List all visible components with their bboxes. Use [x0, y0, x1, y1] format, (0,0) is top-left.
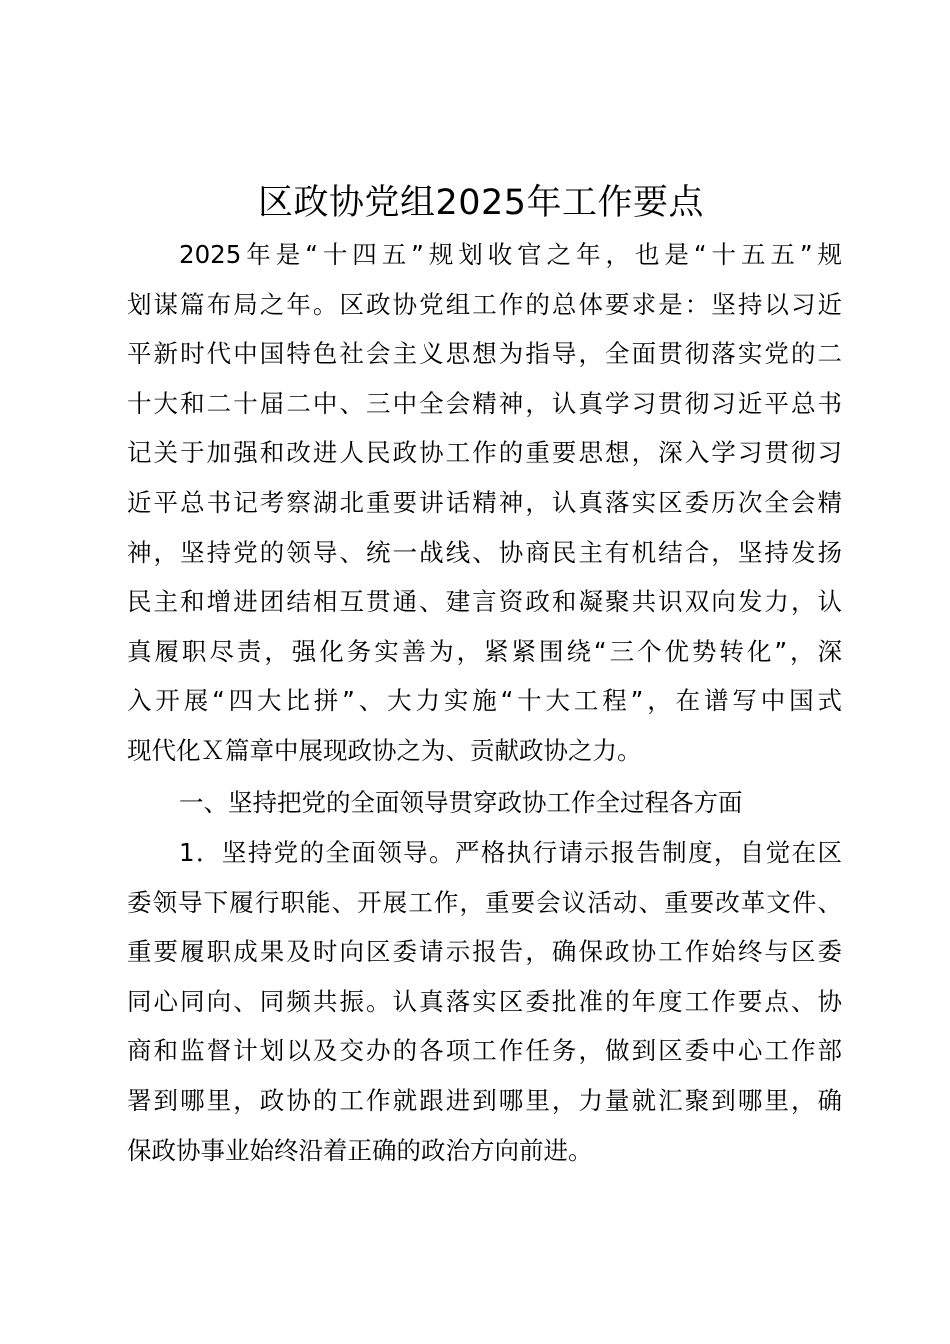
- paragraph-line: 近平总书记考察湖北重要讲话精神，认真落实区委历次全会精: [127, 487, 842, 517]
- document-title: 区政协党组2025年工作要点: [257, 183, 705, 223]
- paragraph-line: 1．坚持党的全面领导。严格执行请示报告制度，自觉在区: [179, 838, 842, 867]
- paragraph-line: 现代化Ｘ篇章中展现政协之为、贡献政协之力。: [127, 735, 642, 765]
- paragraph-line: 真履职尽责，强化务实善为，紧紧围绕“三个优势转化”，深: [127, 636, 842, 666]
- paragraph-line: 平新时代中国特色社会主义思想为指导，全面贯彻落实党的二: [127, 339, 842, 369]
- paragraph-line: 同心同向、同频共振。认真落实区委批准的年度工作要点、协: [127, 986, 842, 1016]
- paragraph-line: 民主和增进团结相互贯通、建言资政和凝聚共识双向发力，认: [127, 587, 842, 617]
- paragraph-line: 委领导下履行职能、开展工作，重要会议活动、重要改革文件、: [127, 887, 842, 917]
- section-heading: 一、坚持把党的全面领导贯穿政协工作全过程各方面: [179, 788, 743, 817]
- paragraph-line: 记关于加强和改进人民政协工作的重要思想，深入学习贯彻习: [127, 438, 842, 468]
- paragraph-line: 署到哪里，政协的工作就跟进到哪里，力量就汇聚到哪里，确: [127, 1085, 842, 1115]
- intro-paragraph: [127, 230, 842, 776]
- paragraph-line: 入开展“四大比拼”、大力实施“十大工程”，在谱写中国式: [127, 686, 842, 716]
- paragraph-line: 神，坚持党的领导、统一战线、协商民主有机结合，坚持发扬: [127, 537, 842, 567]
- item-1-paragraph: [127, 828, 842, 1175]
- paragraph-line: 重要履职成果及时向区委请示报告，确保政协工作始终与区委: [127, 937, 842, 967]
- paragraph-line: 保政协事业始终沿着正确的政治方向前进。: [127, 1135, 593, 1165]
- paragraph-line: 划谋篇布局之年。区政协党组工作的总体要求是：坚持以习近: [127, 289, 842, 319]
- paragraph-line: 商和监督计划以及交办的各项工作任务，做到区委中心工作部: [127, 1036, 842, 1066]
- paragraph-line: 2025年是“十四五”规划收官之年，也是“十五五”规: [179, 240, 842, 269]
- paragraph-line: 十大和二十届二中、三中全会精神，认真学习贯彻习近平总书: [127, 388, 842, 418]
